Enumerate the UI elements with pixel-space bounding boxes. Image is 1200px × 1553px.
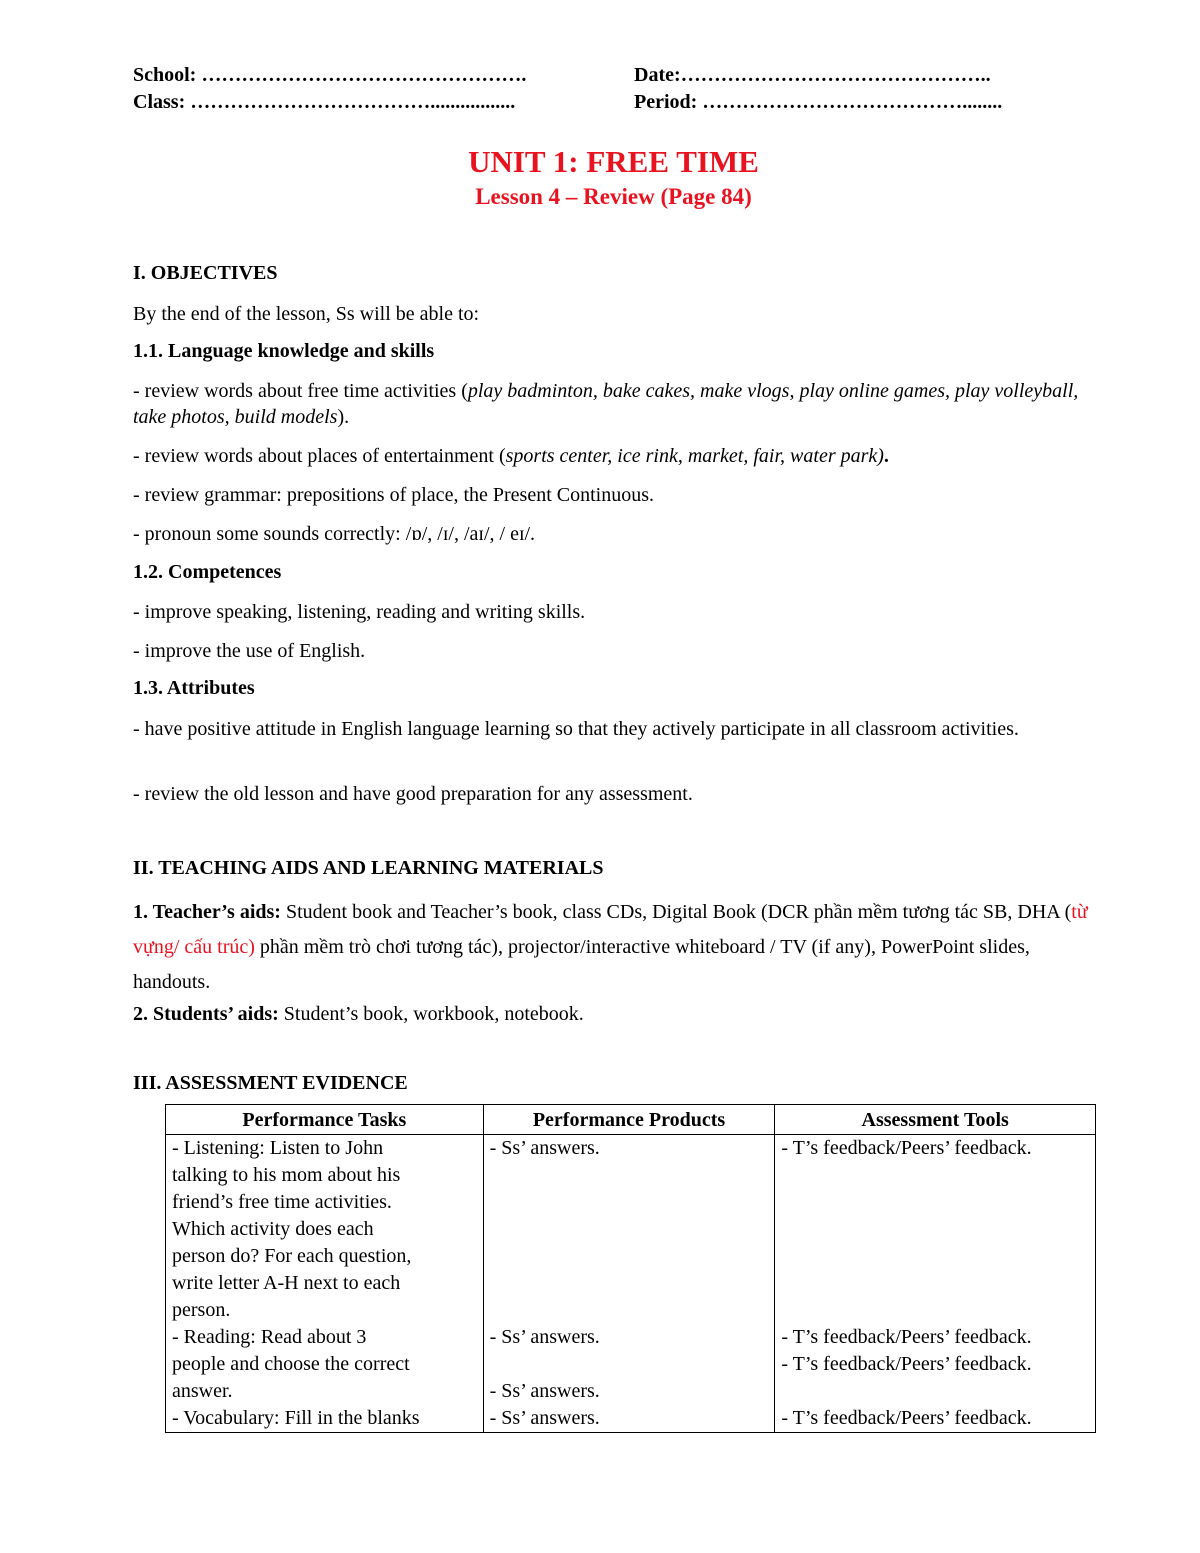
assessment-table — [165, 1104, 1096, 1433]
language-item-places — [133, 443, 889, 469]
table-row — [166, 1135, 1096, 1433]
assessment-heading: III. ASSESSMENT EVIDENCE — [133, 1072, 408, 1094]
product-entry: - Ss’ answers. — [489, 1407, 600, 1429]
class-field: Class: ………………………………................. — [133, 91, 516, 113]
language-item-sounds: - pronoun some sounds correctly: /ɒ/, /ɪ/, /aɪ/, / eɪ/. — [133, 523, 536, 545]
tasks-cell — [166, 1135, 484, 1433]
language-item-free-time-examples: play badminton, bake cakes, make vlogs, play online games, play volleyball, take photos, build models — [133, 380, 1079, 428]
school-field: School: …………………………………………. — [133, 64, 527, 86]
column-header-products: Performance Products — [483, 1105, 775, 1135]
reading-task-line: - Reading: Read about 3 — [172, 1326, 367, 1348]
language-knowledge-heading: 1.1. Language knowledge and skills — [133, 340, 435, 362]
reading-task-line: answer. — [172, 1380, 233, 1402]
product-entry: - Ss’ answers. — [489, 1326, 600, 1348]
language-item-places-pre: - review words about places of entertainment ( — [133, 445, 506, 467]
language-item-places-post: . — [883, 445, 889, 467]
students-aids-label: 2. Students’ aids: — [133, 1003, 279, 1025]
attributes-heading: 1.3. Attributes — [133, 677, 255, 699]
products-cell — [483, 1135, 775, 1433]
teacher-aids-label: 1. Teacher’s aids: — [133, 901, 281, 923]
tool-entry: - T’s feedback/Peers’ feedback. — [781, 1326, 1032, 1348]
listening-task-line: person. — [172, 1299, 231, 1321]
product-entry: - Ss’ answers. — [489, 1380, 600, 1402]
language-item-free-time-pre: - review words about free time activities ( — [133, 380, 468, 402]
aids-heading: II. TEACHING AIDS AND LEARNING MATERIALS — [133, 857, 604, 879]
tool-entry: - T’s feedback/Peers’ feedback. — [781, 1137, 1032, 1159]
competences-item-english: - improve the use of English. — [133, 640, 366, 662]
listening-task-line: Which activity does each — [172, 1218, 374, 1240]
product-entry: - Ss’ answers. — [489, 1137, 600, 1159]
date-field: Date:……………………………………….. — [634, 64, 991, 86]
language-item-places-examples: sports center, ice rink, market, fair, water park) — [505, 445, 884, 467]
teacher-aids-text-2: phần mềm trò chơi tương tác), projector/interactive whiteboard / TV (if any), PowerPoint slides, handouts. — [133, 936, 1030, 993]
competences-item-skills: - improve speaking, listening, reading and writing skills. — [133, 601, 586, 623]
listening-task-line: write letter A-H next to each — [172, 1272, 401, 1294]
listening-task-line: - Listening: Listen to John — [172, 1137, 384, 1159]
vocabulary-task-line: - Vocabulary: Fill in the blanks — [172, 1407, 420, 1429]
tool-entry: - T’s feedback/Peers’ feedback. — [781, 1353, 1032, 1375]
teacher-aids-red-text: từ vựng/ cấu trúc) — [133, 901, 1088, 958]
attributes-item-attitude: - have positive attitude in English language learning so that they actively participate in all classroom activities. — [133, 718, 1019, 740]
language-item-free-time — [133, 378, 1098, 430]
objectives-heading: I. OBJECTIVES — [133, 262, 278, 284]
lesson-subtitle: Lesson 4 – Review (Page 84) — [475, 184, 752, 209]
unit-title: UNIT 1: FREE TIME — [468, 144, 759, 179]
tool-entry: - T’s feedback/Peers’ feedback. — [781, 1407, 1032, 1429]
listening-task-line: talking to his mom about his — [172, 1164, 401, 1186]
language-item-grammar: - review grammar: prepositions of place, the Present Continuous. — [133, 484, 654, 506]
listening-task-line: friend’s free time activities. — [172, 1191, 392, 1213]
reading-task-line: people and choose the correct — [172, 1353, 410, 1375]
competences-heading: 1.2. Competences — [133, 561, 282, 583]
tools-cell — [775, 1135, 1096, 1433]
column-header-tools: Assessment Tools — [775, 1105, 1096, 1135]
period-field: Period: …………………………………........ — [634, 91, 1003, 113]
attributes-item-review: - review the old lesson and have good preparation for any assessment. — [133, 783, 693, 805]
language-item-free-time-post: ). — [337, 406, 350, 428]
listening-task-line: person do? For each question, — [172, 1245, 412, 1267]
teacher-aids — [133, 895, 1101, 1000]
column-header-tasks: Performance Tasks — [166, 1105, 484, 1135]
teacher-aids-text-1: Student book and Teacher’s book, class CDs, Digital Book (DCR phần mềm tương tác SB, DHA ( — [280, 901, 1072, 923]
table-header-row — [166, 1105, 1096, 1135]
students-aids-text: Student’s book, workbook, notebook. — [278, 1003, 584, 1025]
objectives-intro: By the end of the lesson, Ss will be able to: — [133, 303, 480, 325]
students-aids — [133, 1001, 584, 1027]
